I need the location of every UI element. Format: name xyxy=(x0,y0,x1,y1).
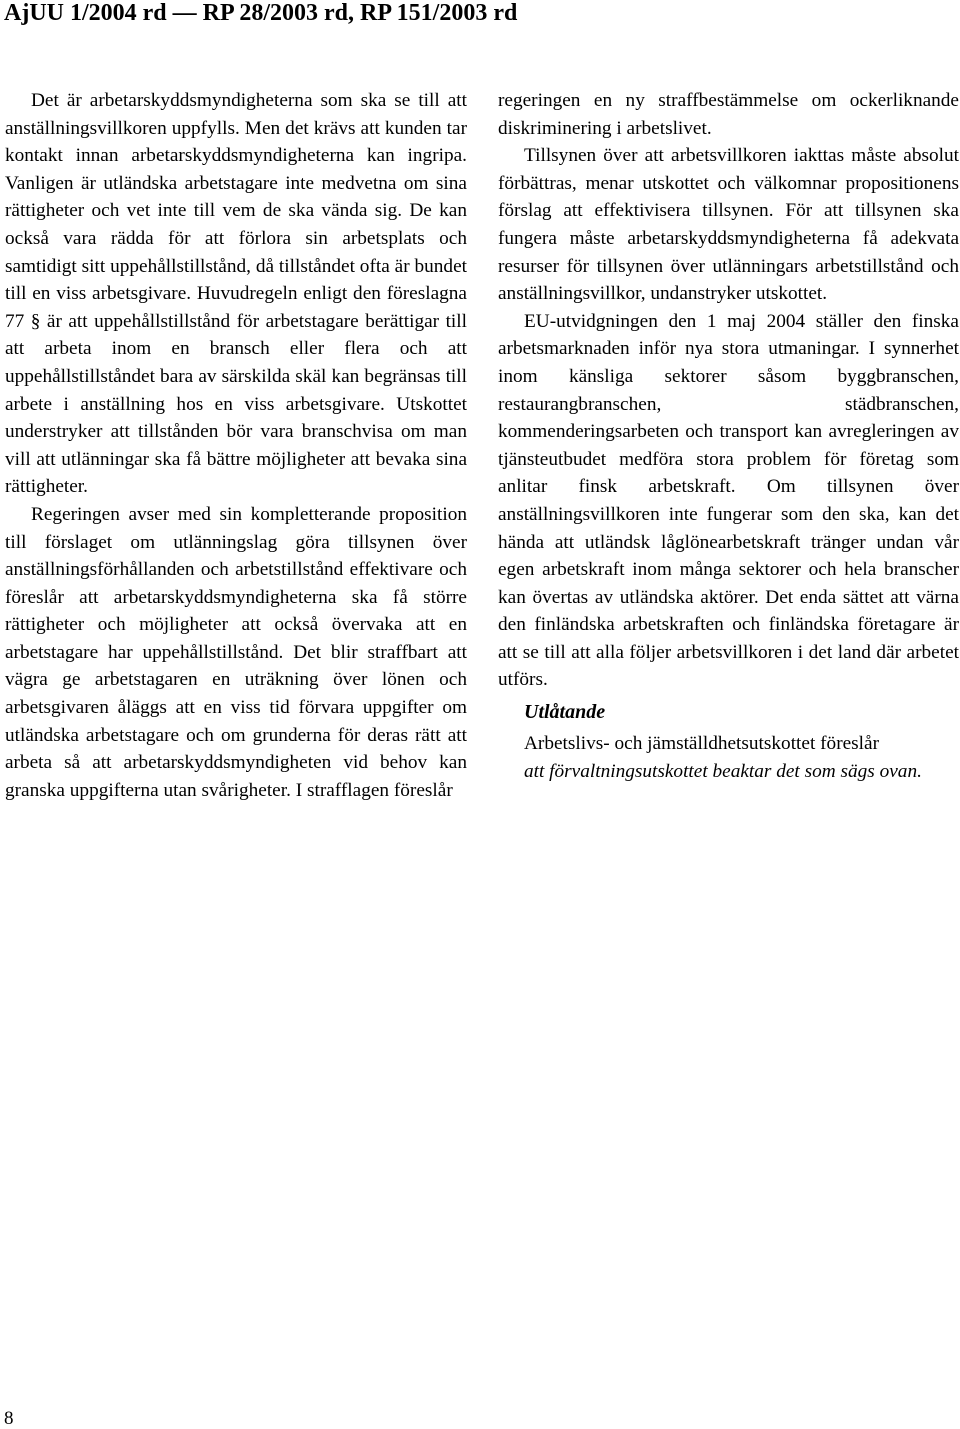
body-paragraph: Det är arbetarskyddsmyndigheterna som ska se till att anställningsvillkoren uppfylls. Men det krävs att kunden tar kontakt innan arbetarskyddsmyndigheterna kan ingripa. Vanligen är utländska arbetstagare inte medvetna om sina rättigheter och vet inte till vem de ska vända sig. De kan också vara rädda för att förlora sin arbetsplats och samtidigt sitt uppehållstillstånd, då tillståndet ofta är bundet till en viss arbetsgivare. Huvudregeln enligt den föreslagna 77 § är att uppehållstillstånd för arbetstagare berättigar till att arbeta inom en bransch eller flera och att uppehållstillståndet bara av särskilda skäl kan begränsas till arbete i anställning hos en viss arbetsgivare. Utskottet understryker att tillstånden bör vara branschvisa om man vill att utlänningar ska få bättre möjligheter att bevaka sina rättigheter. xyxy=(5,90,467,498)
running-header: AjUU 1/2004 rd — RP 28/2003 rd, RP 151/2003 rd xyxy=(4,0,518,26)
body-paragraph: EU-utvidgningen den 1 maj 2004 ställer den finska arbetsmarknaden inför nya stora utmaningar. I synnerhet inom känsliga sektorer såsom byggbranschen, restaurangbranschen, städbranschen, kommenderingsarbeten och transport kan avregleringen av tjänsteutbudet medföra stora problem för företag som anlitar finsk arbetskraft. Om tillsynen över anställningsvillkoren inte fungerar som den ska, kan det hända att utländsk låglönearbetskraft tränger undan vår egen arbetskraft inom många sektorer och hela branscher kan övertas av utländska aktörer. Det enda sättet att värna den finländska arbetskraften och finländska företagare är att se till att alla följer arbetsvillkoren i det land där arbetet utförs. xyxy=(498,310,959,691)
statement-lead: Arbetslivs- och jämställdhetsutskottet föreslår xyxy=(524,733,880,755)
body-paragraph: regeringen en ny straffbestämmelse om ockerliknande diskriminering i arbetslivet. xyxy=(498,90,959,139)
body-paragraph: Regeringen avser med sin kompletterande proposition till förslaget om utlänningslag göra tillsynen över anställningsförhållanden och arbetstillstånd effektivare och föreslår att arbetarskyddsmyndigheterna ska få större rättigheter och möjligheter att också övervaka att en arbetstagare har uppehållstillstånd. Det blir straffbart att vägra ge arbetstagaren en uträkning över lönen och arbetsgivaren åläggs att en viss tid förvara uppgifter om utländska arbetstagare och om grunderna för deras rätt att arbeta så att arbetarskyddsmyndigheten vid behov kan granska uppgifterna utan svårigheter. I strafflagen föreslår xyxy=(5,503,467,801)
statement-proposal: att förvaltningsutskottet beaktar det som sägs ovan. xyxy=(524,761,922,783)
body-paragraph: Tillsynen över att arbetsvillkoren iakttas måste absolut förbättras, menar utskottet och välkomnar propositionens förslag att effektivisera tillsynen. För att tillsynen ska fungera måste arbetarskyddsmyndigheterna få adekvata resurser för tillsynen över utlänningars arbetstillstånd och anställningsvillkor, undanstryker utskottet. xyxy=(498,145,959,305)
left-column xyxy=(5,87,467,804)
page-number: 8 xyxy=(4,1408,14,1429)
section-heading: Utlåtande xyxy=(524,701,606,724)
right-column xyxy=(498,87,959,786)
